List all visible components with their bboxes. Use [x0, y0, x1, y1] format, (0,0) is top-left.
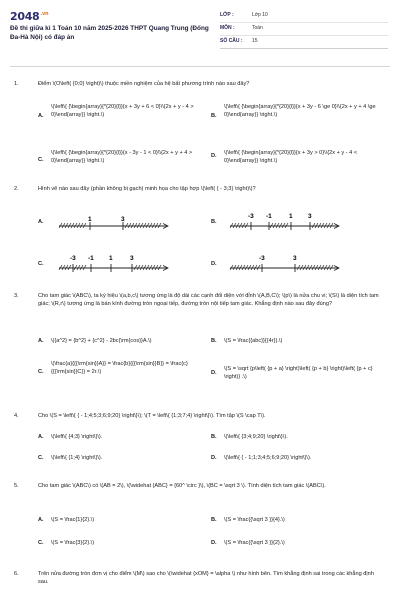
option-text: \({a^2} = {b^2} + {c^2} - 2bc{\rm{cos}}A.\) — [51, 338, 152, 344]
hatch-left — [230, 223, 248, 228]
option-b[interactable] — [211, 516, 387, 524]
meta-value: Lớp 10 — [252, 12, 268, 19]
question-number: 6. — [14, 571, 19, 577]
question-number: 5. — [14, 483, 19, 489]
option-letter: C. — [38, 455, 44, 461]
hatch-middle — [270, 223, 288, 228]
option-text: \(\frac{a}{{{\rm{sin}}A}} = \frac{b}{{{\rm{sin}}B}} = \frac{c}{{{\rm{sin}}C}} = 2r.\) — [51, 361, 188, 376]
option-letter: B. — [211, 434, 217, 440]
option-a[interactable] — [38, 433, 204, 441]
tick-label: 1 — [289, 213, 293, 220]
question-text: Cho \(S = \left\{ { - 1;4;5;3;6;9;20} \right\}\); \(T = \left\{ {1;3;7;4} \right\}\). Tìm tập \(S \cap T\). — [38, 413, 266, 419]
page-header — [0, 0, 400, 66]
option-letter: D. — [211, 540, 217, 546]
tick-label: -3 — [248, 213, 254, 220]
option-letter: D. — [211, 153, 217, 159]
meta-row-subject — [220, 23, 388, 36]
question-1 — [14, 80, 384, 88]
option-text: \(S = \frac{3}{2}.\) — [51, 540, 95, 546]
question-number: 1. — [14, 81, 19, 87]
hatch-middle — [74, 265, 86, 270]
question-text: Điểm \(O\left( {0;0} \right)\) thuộc miền nghiệm của hệ bất phương trình nào sau đây? — [38, 81, 250, 87]
meta-value: Toán — [252, 25, 263, 32]
logo-suffix: .vn — [40, 11, 49, 18]
option-a[interactable] — [38, 516, 204, 524]
option-text: \(S = \frac{{\sqrt 3 }}{2}.\) — [224, 540, 285, 546]
option-text: \(\left\{ {\begin{array}{*{20}{l}}{x + 3y + 6 < 0}\\{2x + y - 4 > 0}\end{array}} \right.\) — [51, 104, 194, 119]
question-4 — [14, 412, 384, 420]
option-letter: A. — [38, 113, 44, 119]
tick-label: 3 — [121, 216, 125, 223]
option-d[interactable] — [211, 149, 387, 165]
option-letter: D. — [211, 370, 217, 376]
option-letter: C. — [38, 157, 44, 163]
site-logo[interactable] — [10, 9, 48, 25]
option-text: \(\left\{ { - 1;1;3;4;5;6;9;20} \right\}\). — [224, 455, 312, 461]
option-b[interactable] — [211, 337, 387, 345]
option-text: \(S = \frac{{\sqrt 3 }}{4}.\) — [224, 517, 285, 523]
option-text: \(S = \sqrt {p\left( {p + a} \right)\left( {p + b} \right)\left( {p + c} \right)} .\) — [224, 366, 373, 381]
hatch-right — [297, 265, 333, 270]
option-letter: B. — [211, 219, 217, 225]
tick-label: -1 — [266, 213, 272, 220]
meta-table — [220, 10, 388, 49]
tick-label: -1 — [88, 255, 94, 262]
option-text: \(\left\{ {3;4;9;20} \right\}\). — [224, 434, 288, 440]
option-d[interactable] — [211, 454, 387, 462]
hatch-left — [230, 265, 260, 270]
option-letter: D. — [211, 455, 217, 461]
option-letter: A. — [38, 517, 44, 523]
option-d[interactable] — [211, 365, 387, 381]
option-letter: A. — [38, 219, 44, 225]
question-2 — [14, 185, 384, 193]
option-letter: B. — [211, 517, 217, 523]
hatch-left — [59, 223, 86, 228]
meta-value: 15 — [252, 38, 258, 45]
option-text: \(\left\{ {\begin{array}{*{20}{l}}{x - 3y - 1 < 0}\\{2x + y + 4 > 0}\end{array}} \right.\) — [51, 150, 193, 165]
option-a[interactable] — [38, 337, 204, 345]
hatch-right — [125, 223, 161, 228]
question-6 — [14, 570, 384, 586]
question-number: 3. — [14, 293, 19, 299]
tick-label: 3 — [130, 255, 134, 262]
number-line-b — [226, 206, 346, 236]
hatch-right — [134, 265, 161, 270]
option-letter: C. — [38, 261, 44, 267]
tick-label: 1 — [109, 255, 113, 262]
hatch-left — [59, 265, 71, 270]
logo-main: 2048 — [10, 10, 40, 23]
hatch-right — [312, 223, 333, 228]
question-number: 4. — [14, 413, 19, 419]
question-text: Cho tam giác \(ABC\) có \(AB = 2\), \(\widehat {ABC} = {60^ \circ }\), \(BC = \sqrt 3 \). Tính diện tích tam giác \(ABC\). — [38, 483, 326, 489]
option-letter: B. — [211, 338, 217, 344]
option-text: \(\left\{ {4;3} \right\}\). — [51, 434, 103, 440]
option-letter: C. — [38, 369, 44, 375]
option-c[interactable] — [38, 539, 204, 547]
question-text: Trên nửa đường tròn đơn vị cho điểm \(M\) sao cho \(\widehat {xOM} = \alpha \) như hình bên. Tìm khẳng định sai trong các khẳng định sau. — [38, 571, 374, 586]
option-letter: A. — [38, 434, 44, 440]
question-5 — [14, 482, 384, 490]
question-text: Cho tam giác \(ABC\), ta ký hiệu \(a,b,c\) tương ứng là độ dài các cạnh đối diện với đỉnh \(A,B,C\); \(p\) là nửa chu vi; \(S\) là diện tích tam giác; \(R,r\) tương ứng là bán kính đường tròn ngoại tiếp, đường tròn nội tiếp tam giác. Khẳng định nào sau đây đúng? — [38, 293, 379, 308]
option-text: \(\left\{ {\begin{array}{*{20}{l}}{x + 3y - 6 \ge 0}\\{2x + y + 4 \ge 0}\end{array}} \right.\) — [224, 104, 376, 119]
option-c[interactable] — [38, 360, 204, 376]
tick-label: -3 — [259, 255, 265, 262]
document-title: Đề thi giữa kì 1 Toán 10 năm 2025-2026 THPT Quang Trung (Đống Đa-Hà Nội) có đáp án — [10, 25, 209, 41]
question-text: Hình vẽ nào sau đây (phần không bị gạch) minh họa cho tập hợp \(\left( { - 3;3} \right)\)? — [38, 186, 256, 192]
meta-key: LỚP : — [220, 12, 234, 19]
option-text: \(S = \frac{1}{2}.\) — [51, 517, 95, 523]
question-3 — [14, 292, 384, 308]
option-a[interactable] — [38, 103, 204, 119]
question-number: 2. — [14, 186, 19, 192]
tick-label: 1 — [88, 216, 92, 223]
option-c[interactable] — [38, 454, 204, 462]
number-line-d — [226, 248, 346, 278]
option-b[interactable] — [211, 433, 387, 441]
option-letter: C. — [38, 540, 44, 546]
tick-label: 3 — [308, 213, 312, 220]
meta-key: MÔN : — [220, 25, 235, 32]
option-d[interactable] — [211, 539, 387, 547]
header-divider — [10, 66, 390, 67]
tick-label: -3 — [70, 255, 76, 262]
tick-label: 3 — [293, 255, 297, 262]
number-line-c — [55, 248, 175, 278]
number-line-a — [55, 206, 175, 236]
meta-row-count — [220, 36, 388, 49]
option-text: \(\left\{ {1;4} \right\}\). — [51, 455, 103, 461]
meta-key: SỐ CÂU : — [220, 38, 243, 45]
option-c[interactable] — [38, 149, 204, 165]
option-letter: D. — [211, 261, 217, 267]
option-text: \(S = \frac{{abc}}{{4r}}.\) — [224, 338, 283, 344]
option-text: \(\left\{ {\begin{array}{*{20}{l}}{x + 3y > 0}\\{2x + y - 4 < 0}\end{array}} \right.\) — [224, 150, 358, 165]
meta-row-class — [220, 10, 388, 23]
option-letter: A. — [38, 338, 44, 344]
option-b[interactable] — [211, 103, 387, 119]
option-letter: B. — [211, 113, 217, 119]
